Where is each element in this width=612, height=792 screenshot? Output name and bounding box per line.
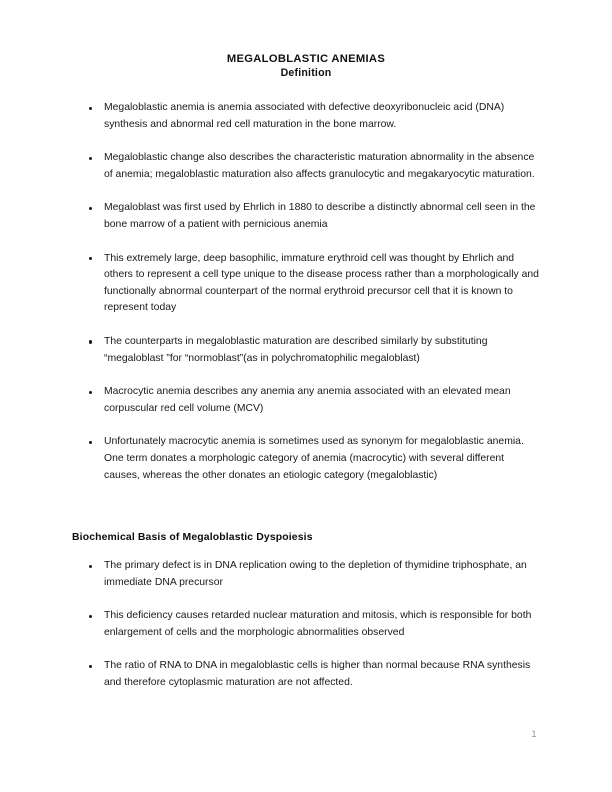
document-body: [72, 100, 540, 692]
biochemical-basis-bullet-list: [72, 558, 540, 692]
list-item: This deficiency causes retarded nuclear maturation and mitosis, which is responsible for both enlargement of cells and the morphologic abnormalities observed: [72, 608, 540, 641]
list-item: Megaloblastic change also describes the characteristic maturation abnormality in the absence of anemia; megaloblastic maturation also affects granulocytic and megakaryocytic maturation.: [72, 150, 540, 183]
list-item: The ratio of RNA to DNA in megaloblastic cells is higher than normal because RNA synthesis and therefore cytoplasmic maturation are not affected.: [72, 658, 540, 691]
document-title: MEGALOBLASTIC ANEMIAS: [226, 53, 386, 65]
section-spacer: [72, 484, 540, 530]
heading-spacer: [72, 545, 540, 558]
list-item: The primary defect is in DNA replication owing to the depletion of thymidine triphosphate, an immediate DNA precursor: [72, 558, 540, 591]
list-item: This extremely large, deep basophilic, immature erythroid cell was thought by Ehrlich and others to represent a cell type unique to the disease process rather than a morphologically and functionally abnormal counterpart of the normal erythroid precursor cell that it is known to represent today: [72, 251, 540, 317]
list-item: Megaloblast was first used by Ehrlich in 1880 to describe a distinctly abnormal cell seen in the bone marrow of a patient with pernicious anemia: [72, 200, 540, 233]
definition-bullet-list: [72, 100, 540, 484]
document-title-block: [0, 52, 612, 80]
section-heading-biochemical-basis: Biochemical Basis of Megaloblastic Dyspoiesis: [72, 532, 313, 544]
list-item: Unfortunately macrocytic anemia is sometimes used as synonym for megaloblastic anemia. One term donates a morphologic category of anemia (macrocytic) with several different causes, whereas the other donates an etiologic category (megaloblastic): [72, 434, 540, 484]
page-number: [0, 729, 612, 739]
document-subtitle: Definition: [280, 67, 332, 79]
list-item: The counterparts in megaloblastic maturation are described similarly by substituting “megaloblast ”for “normoblast”(as in polychromatophilic megaloblast): [72, 334, 540, 367]
list-item: Macrocytic anemia describes any anemia any anemia associated with an elevated mean corpuscular red cell volume (MCV): [72, 384, 540, 417]
page-number-value: 1: [531, 729, 537, 739]
list-item: Megaloblastic anemia is anemia associated with defective deoxyribonucleic acid (DNA) synthesis and abnormal red cell maturation in the bone marrow.: [72, 100, 540, 133]
